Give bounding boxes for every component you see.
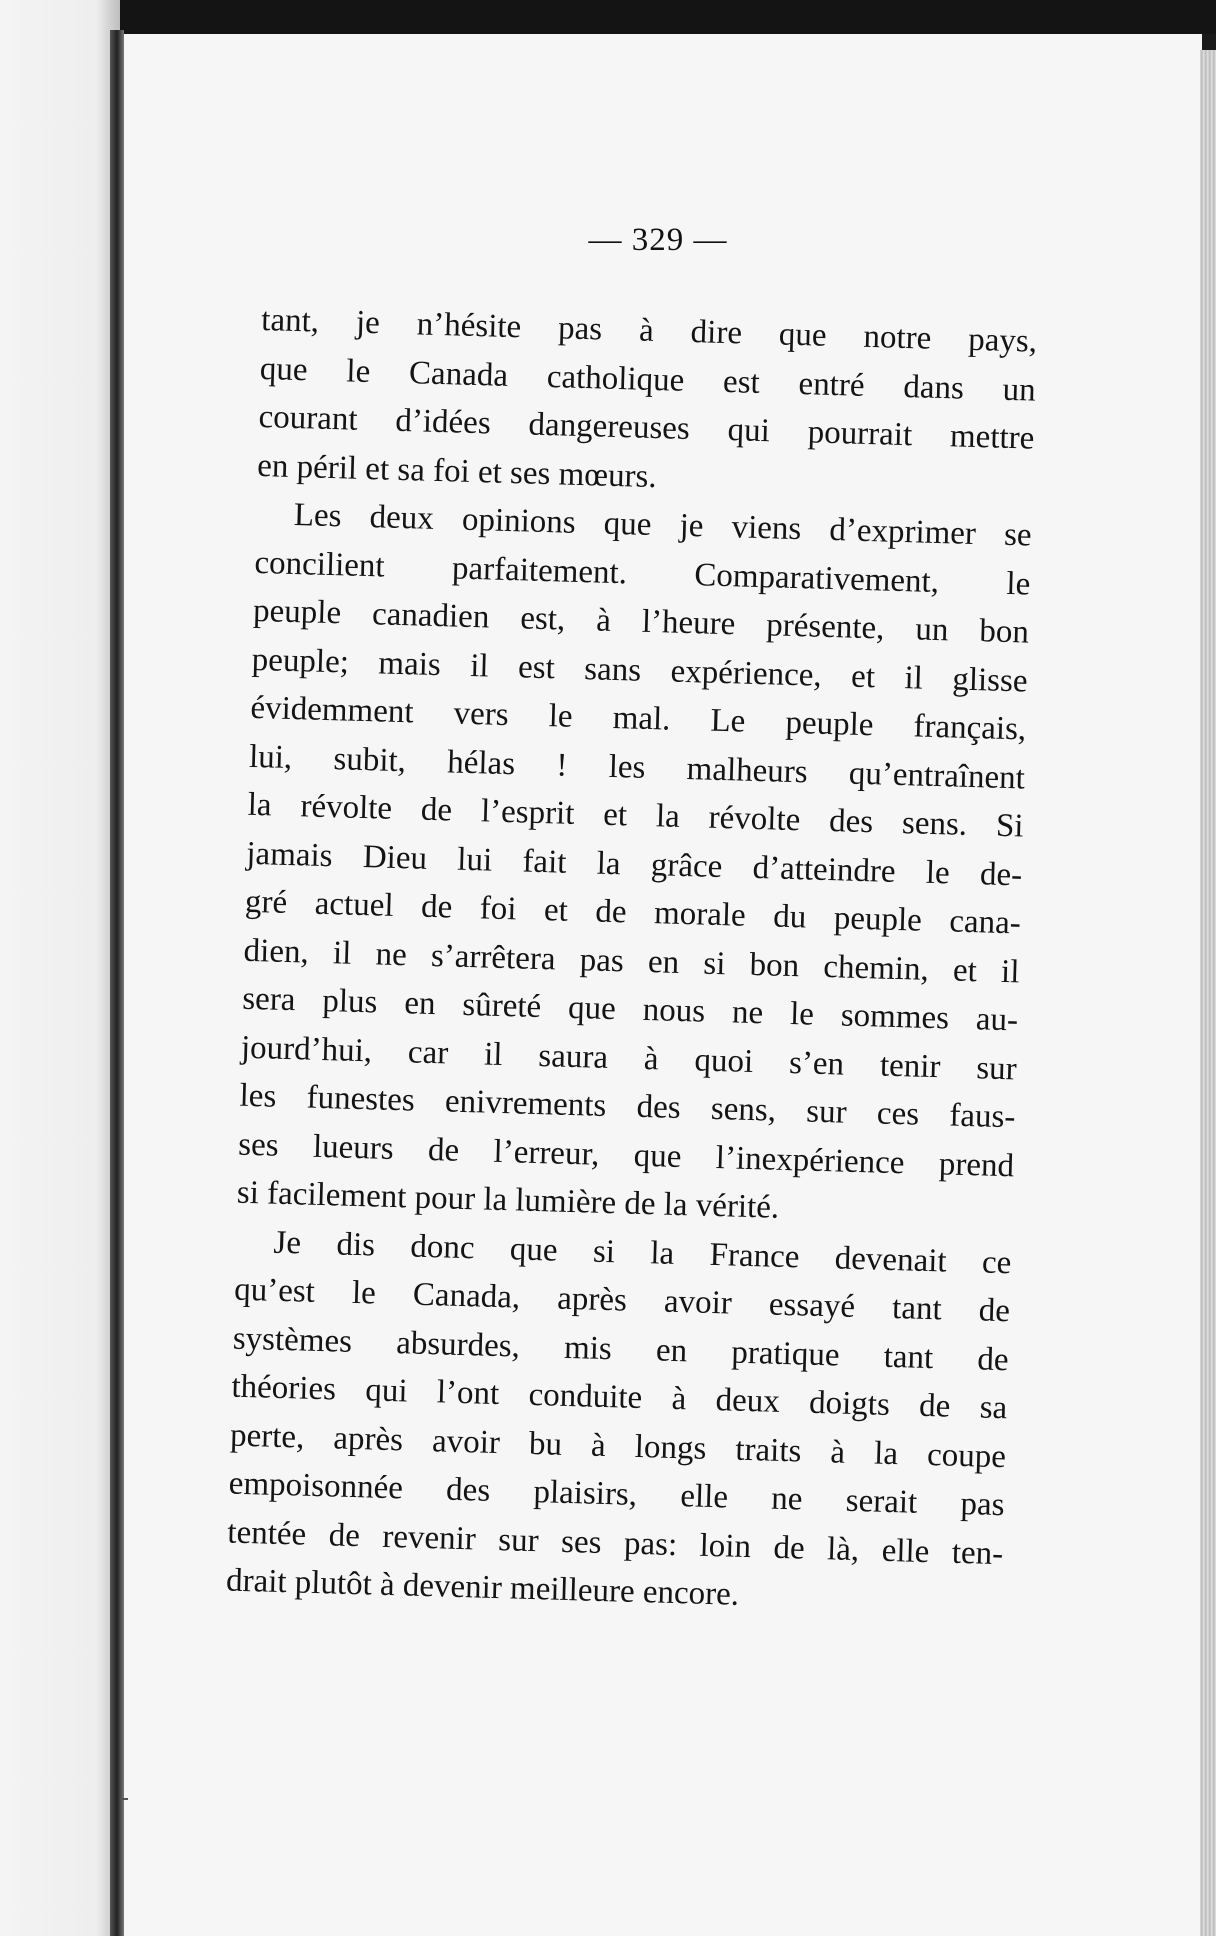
text-line: ses lueurs de l’erreur, que l’inexpérience prend <box>237 1126 1015 1184</box>
text-line: systèmes absurdes, mis en pratique tant de <box>232 1320 1010 1378</box>
text-line: gré actuel de foi et de morale du peuple cana- <box>244 883 1022 942</box>
text-line: sera plus en sûreté que nous ne le sommes au- <box>241 980 1019 1039</box>
paragraph-1 <box>257 296 1038 512</box>
text-line: les funestes enivrements des sens, sur ces faus- <box>239 1077 1016 1136</box>
text-line: drait plutôt à devenir meilleure encore. <box>225 1562 740 1613</box>
text-line: lui, subit, hélas ! les malheurs qu’entraînent <box>248 738 1026 796</box>
text-line: en péril et sa foi et ses mœurs. <box>256 447 658 495</box>
paragraph-3 <box>225 1217 1012 1627</box>
text-line: concilient parfaitement. Comparativement, le <box>254 544 1031 603</box>
text-line: peuple; mais il est sans expérience, et il glisse <box>251 641 1029 700</box>
text-line: empoisonnée des plaisirs, elle ne serait pas <box>228 1465 1006 1524</box>
page-number: — 329 — <box>588 222 728 258</box>
text-line: perte, après avoir bu à longs traits à la coupe <box>229 1417 1007 1475</box>
text-line: peuple canadien est, à l’heure présente, un bon <box>252 592 1030 651</box>
book-gutter <box>110 30 124 1936</box>
text-line: la révolte de l’esprit et la révolte des sens. Si <box>247 786 1024 845</box>
body-text <box>225 296 1037 1627</box>
text-line: Je dis donc que si la France devenait ce <box>273 1224 1012 1281</box>
text-line: évidemment vers le mal. Le peuple français, <box>249 689 1027 748</box>
text-line: dien, il ne s’arrêtera pas en si bon chemin, et il <box>243 932 1020 990</box>
text-line: qu’est le Canada, après avoir essayé tant de <box>233 1271 1011 1330</box>
text-line: tentée de revenir sur ses pas: loin de là, elle ten- <box>226 1514 1004 1572</box>
text-line: courant d’idées dangereuses qui pourrait mettre <box>258 398 1035 457</box>
paragraph-2 <box>236 490 1032 1239</box>
text-line: jamais Dieu lui fait la grâce d’atteindre le de- <box>245 835 1023 893</box>
scan-border-top <box>0 0 1216 34</box>
text-line: que le Canada catholique est entré dans un <box>259 350 1037 409</box>
text-line: Les deux opinions que je viens d’exprimer se <box>293 496 1033 554</box>
page-stack-edge <box>1200 50 1216 1936</box>
facing-page-edge <box>0 0 120 1936</box>
text-line: si facilement pour la lumière de la vérité. <box>236 1174 780 1226</box>
text-line: jourd’hui, car il saura à quoi s’en tenir sur <box>240 1029 1018 1087</box>
text-line: tant, je n’hésite pas à dire que notre pays, <box>260 301 1038 360</box>
text-line: théories qui l’ont conduite à deux doigts de sa <box>231 1368 1008 1427</box>
scan-speck <box>120 1798 128 1800</box>
